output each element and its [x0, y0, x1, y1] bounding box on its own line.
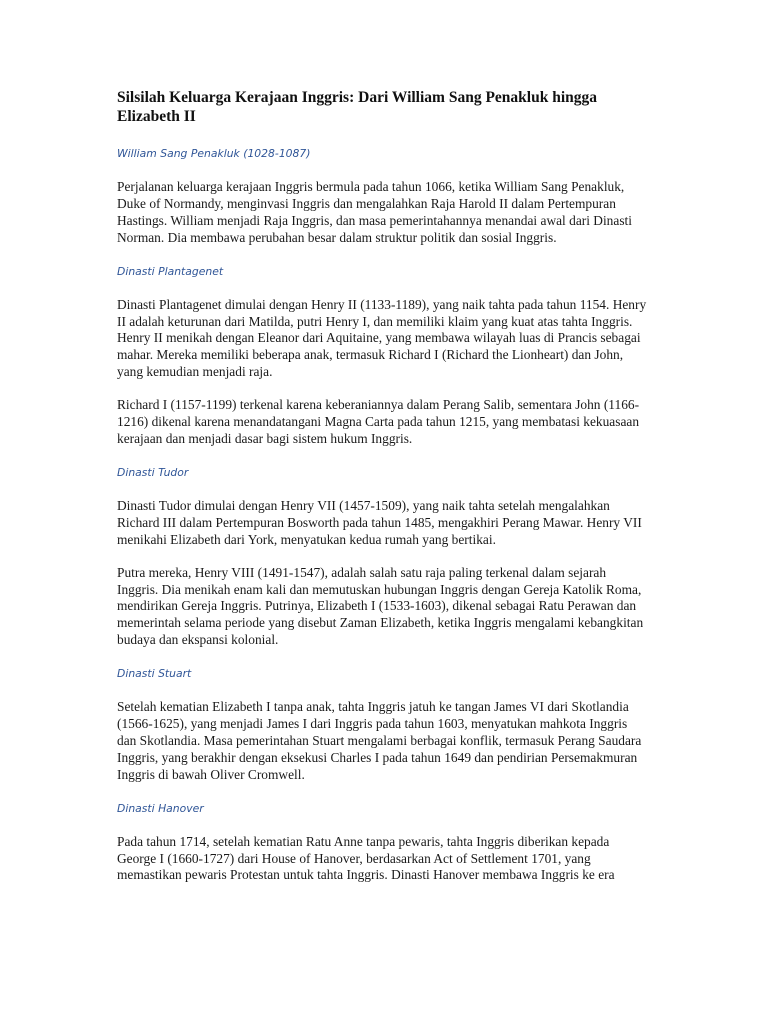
section-hanover: [117, 801, 647, 885]
section-heading: Dinasti Plantagenet: [117, 264, 224, 278]
paragraph: Dinasti Tudor dimulai dengan Henry VII (1457-1509), yang naik tahta setelah mengalahkan Richard III dalam Pertempuran Bosworth pada tahun 1485, mengakhiri Perang Mawar. Henry VII menikahi Elizabeth dari York, menyatukan kedua rumah yang bertikai.: [117, 497, 642, 547]
section-heading: William Sang Penakluk (1028-1087): [117, 147, 311, 160]
paragraph: Perjalanan keluarga kerajaan Inggris bermula pada tahun 1066, ketika William Sang Penakluk, Duke of Normandy, menginvasi Inggris dan mengalahkan Raja Harold II dalam Pertempuran Hastings. William menjadi Raja Inggris, dan masa pemerintahannya menandai awal dari Dinasti Norman. Dia membawa perubahan besar dalam struktur politik dan sosial Inggris.: [117, 179, 632, 245]
paragraph: Dinasti Plantagenet dimulai dengan Henry II (1133-1189), yang naik tahta pada tahun 1154. Henry II adalah keturunan dari Matilda, putri Henry I, dan memiliki klaim yang kuat atas tahta Inggris. Henry II menikah dengan Eleanor dari Aquitaine, yang membawa wilayah luas di Prancis sebagai mahar. Mereka memiliki beberapa anak, termasuk Richard I (Richard the Lionheart) dan John, yang kemudian menjadi raja.: [117, 296, 647, 380]
section-stuart: [117, 666, 647, 784]
section-william: [117, 146, 647, 247]
section-tudor: [117, 465, 647, 649]
paragraph: Pada tahun 1714, setelah kematian Ratu Anne tanpa pewaris, tahta Inggris diberikan kepada George I (1660-1727) dari House of Hanover, berdasarkan Act of Settlement 1701, yang memastikan pewaris Protestan untuk tahta Inggris. Dinasti Hanover membawa Inggris ke era: [117, 833, 615, 883]
section-heading: Dinasti Tudor: [117, 465, 189, 479]
section-heading: Dinasti Hanover: [117, 801, 204, 815]
paragraph: Putra mereka, Henry VIII (1491-1547), adalah salah satu raja paling terkenal dalam sejarah Inggris. Dia menikah enam kali dan memutuskan hubungan Inggris dengan Gereja Katolik Roma, mendirikan Gereja Inggris. Putrinya, Elizabeth I (1533-1603), dikenal sebagai Ratu Perawan dan memerintah selama periode yang disebut Zaman Elizabeth, ketika Inggris mengalami kebangkitan budaya dan ekspansi kolonial.: [117, 564, 644, 648]
document-title: Silsilah Keluarga Kerajaan Inggris: Dari William Sang Penakluk hingga Elizabeth II: [117, 89, 598, 125]
paragraph: Setelah kematian Elizabeth I tanpa anak, tahta Inggris jatuh ke tangan James VI dari Skotlandia (1566-1625), yang menjadi James I dari Inggris pada tahun 1603, menyatukan mahkota Inggris dan Skotlandia. Masa pemerintahan Stuart mengalami berbagai konflik, termasuk Perang Saudara Inggris, yang berakhir dengan eksekusi Charles I pada tahun 1649 dan pendirian Persemakmuran Inggris di bawah Oliver Cromwell.: [117, 699, 642, 782]
document-page: [117, 88, 647, 900]
paragraph: Richard I (1157-1199) terkenal karena keberaniannya dalam Perang Salib, sementara John (1166-1216) dikenal karena menandatangani Magna Carta pada tahun 1215, yang membatasi kekuasaan kerajaan dan menjadi dasar bagi sistem hukum Inggris.: [117, 397, 640, 446]
section-heading: Dinasti Stuart: [117, 667, 192, 681]
section-plantagenet: [117, 264, 647, 448]
